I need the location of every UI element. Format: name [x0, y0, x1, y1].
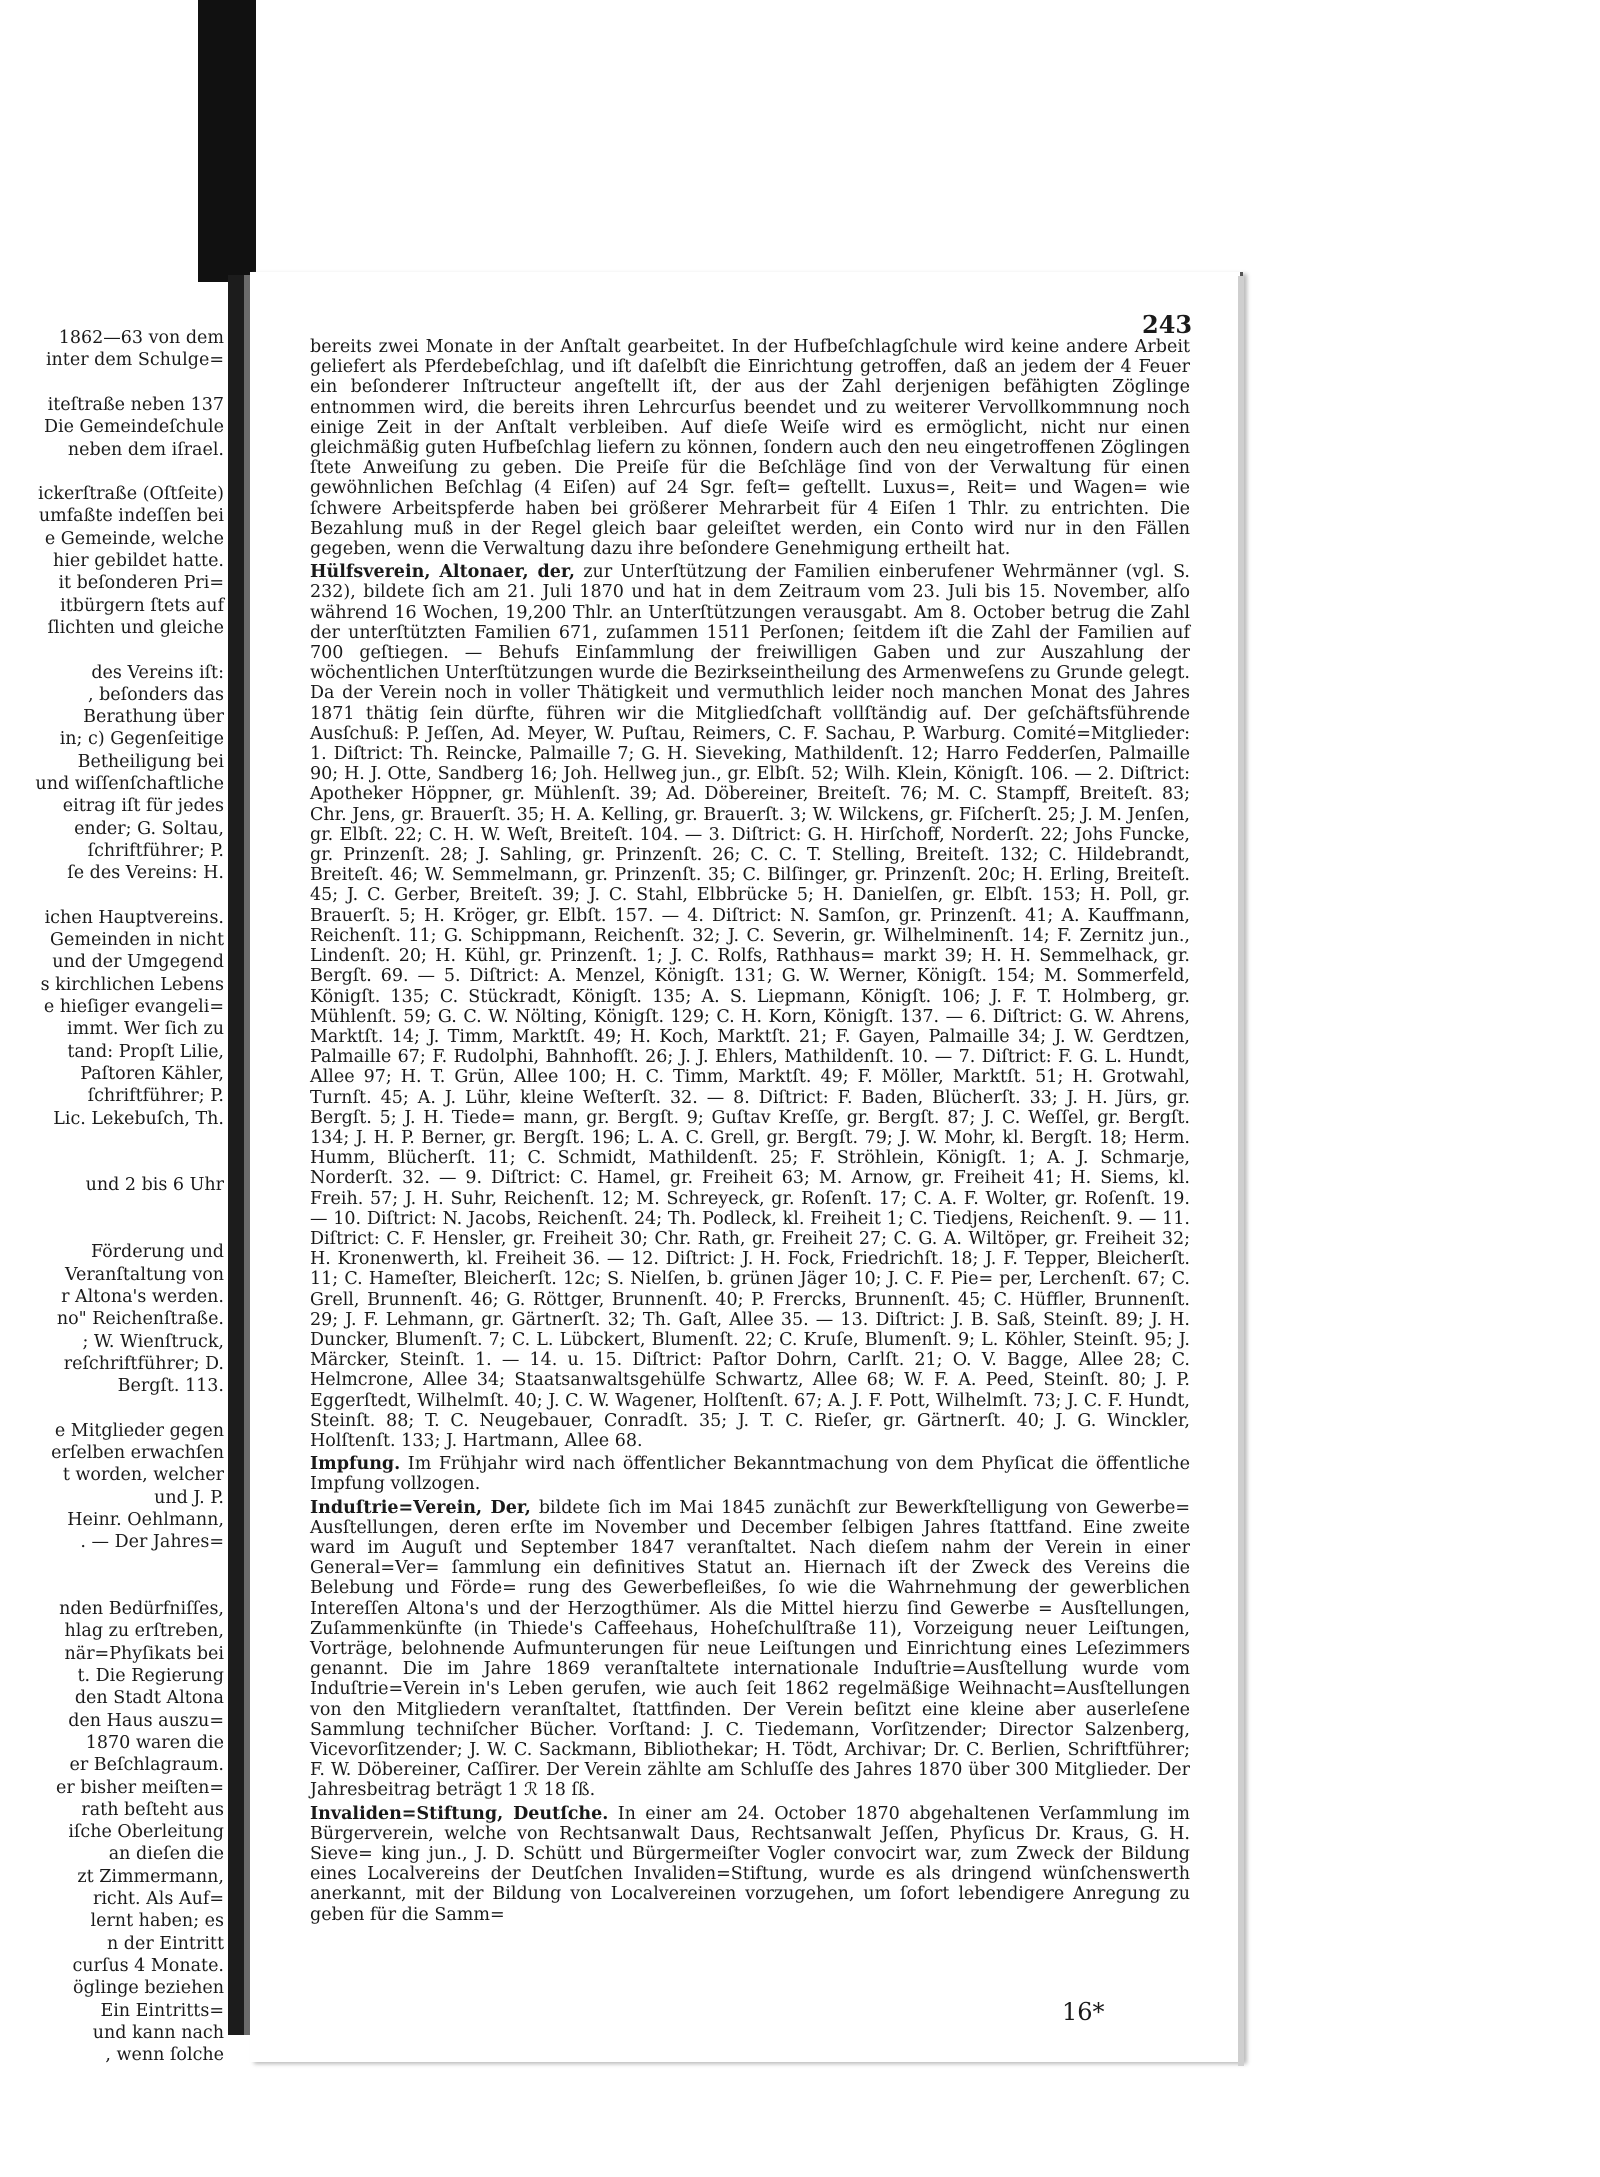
left-page-line: Gemeinden in nicht	[50, 930, 224, 951]
left-page-line: erſelben erwachſen	[51, 1443, 224, 1463]
left-page-line: ; W. Wienſtruck,	[82, 1331, 224, 1352]
left-page-line: ickerſtraße (Oſtſeite)	[38, 484, 224, 505]
left-page-line: ſchriftführer; P.	[87, 1086, 224, 1107]
left-page-line: hlag zu erſtreben,	[64, 1621, 224, 1642]
entry-lemma: Impfung.	[310, 1454, 401, 1475]
signature-mark: 16*	[1062, 1998, 1105, 2026]
entry-lemma: Induſtrie=Verein, Der,	[310, 1497, 531, 1518]
page-number: 243	[1142, 310, 1193, 339]
left-page-line: it beſonderen Pri=	[58, 573, 224, 594]
left-page-line: iteſtraße neben 137	[47, 394, 224, 415]
left-page-line: ſchriftführer; P.	[87, 840, 224, 861]
left-page-line: an dieſen die	[108, 1844, 224, 1865]
entry-text: Im Frühjahr wird nach öffentlicher Bekanntmachung von dem Phyſicat die öffentliche Impfung vollzogen.	[310, 1454, 1190, 1495]
left-page-line: Veranſtaltung von	[64, 1264, 224, 1285]
left-page-line: lernt haben; es	[90, 1911, 224, 1932]
left-page-line: Lic. Lekebuſch, Th.	[53, 1108, 224, 1129]
left-page-line: Betheiligung bei	[77, 751, 224, 772]
left-page-fragment	[0, 280, 228, 2066]
left-page-line: eitrag iſt für jedes	[62, 796, 224, 817]
entry-impfung	[310, 1454, 1190, 1494]
left-page-line: , beſonders das	[87, 684, 224, 705]
left-page-line: Paſtoren Kähler,	[80, 1063, 224, 1084]
left-page-line: Ein Eintritts=	[100, 2000, 224, 2021]
left-page-line: den Stadt Altona	[74, 1688, 224, 1709]
left-page-line: er Beſchlagraum.	[69, 1755, 224, 1776]
left-page-line: neben dem iſrael.	[67, 439, 224, 460]
left-page-line: und 2 bis 6 Uhr	[85, 1175, 224, 1196]
left-page-line: und J. P.	[154, 1487, 224, 1508]
left-page-line: t worden, welcher	[62, 1465, 224, 1486]
left-page-line: umfaßte indeſſen bei	[38, 506, 224, 527]
entry-invaliden-stiftung	[310, 1804, 1190, 1925]
left-page-line: 1862—63 von dem	[58, 328, 224, 348]
left-page-line: iſche Oberleitung	[68, 1822, 224, 1843]
entry-industrie-verein	[310, 1498, 1190, 1801]
left-page-line: 1870 waren die	[85, 1732, 224, 1753]
left-page-line: tand: Propſt Lilie,	[67, 1041, 224, 1062]
left-page-line: n der Eintritt	[106, 1933, 224, 1954]
left-page-line: und kann nach	[92, 2022, 224, 2043]
book-gutter	[228, 275, 244, 2035]
left-page-line: nden Bedürfniſſes,	[59, 1599, 224, 1620]
left-page-line: immt. Wer ſich zu	[67, 1019, 224, 1040]
left-page-line: e hieſiger evangeli=	[43, 997, 224, 1017]
entry-text: zur Unterſtützung der Familien einberufener Wehrmänner (vgl. S. 232), bildete ſich am 21. Juli 1870 und hat in dem Zeitraum vom 23. Juli bis 15. November, alſo während 16 Wochen, 19,200 Thlr. an Unterſtützungen verausgabt. Am 8. October betrug die Zahl der unterſtützten Familien 671, zuſammen 1511 Perſonen; ſeitdem iſt die Zahl der Familien auf 700 geſtiegen. — Behufs Einſammlung der freiwilligen Gaben und zur Auszahlung der wöchentlichen Unterſtützungen wurde die Bezirkseintheilung des Armenweſens zu Grunde gelegt. Da der Verein noch in voller Thätigkeit und vermuthlich leider noch manchen Monat des Jahres 1871 thätig ſein dürfte, führen wir die Mitgliedſchaft vollſtändig auf. Der geſchäftsführende Ausſchuß: P. Jeſſen, Ad. Meyer, W. Puſtau, Reimers, C. F. Sachau, P. Warburg. Comité=Mitglieder: 1. Diſtrict: Th. Reincke, Palmaille 7; G. H. Sieveking, Mathildenſt. 12; Harro Fedderſen, Palmaille 90; H. J. Otte, Sandberg 16; Joh. Hellweg jun., gr. Elbſt. 52; Wilh. Klein, Königſt. 106. — 2. Diſtrict: Apotheker Höppner, gr. Mühlenſt. 39; Ad. Döbereiner, Breiteſt. 76; M. C. Stampff, Breiteſt. 83; Chr. Jens, gr. Brauerſt. 35; H. A. Kelling, gr. Brauerſt. 3; W. Wilckens, gr. Fiſcherſt. 25; J. M. Jenſen, gr. Elbſt. 22; C. H. W. Weſt, Breiteſt. 104. — 3. Diſtrict: G. H. Hirſchoff, Norderſt. 22; Johs Funcke, gr. Prinzenſt. 28; J. Sahling, gr. Prinzenſt. 26; C. C. T. Stelling, Breiteſt. 132; C. Hildebrandt, Breiteſt. 46; W. Semmelmann, gr. Prinzenſt. 35; C. Bilſinger, gr. Prinzenſt. 20c; H. Erling, Breiteſt. 45; J. C. Gerber, Breiteſt. 39; J. C. Stahl, Elbbrücke 5; H. Danielſen, gr. Elbſt. 153; H. Poll, gr. Brauerſt. 5; H. Kröger, gr. Elbſt. 157. — 4. Diſtrict: N. Samſon, gr. Prinzenſt. 41; A. Kauffmann, Reichenſt. 11; G. Schippmann, Reichenſt. 32; J. C. Severin, gr. Wilhelminenſt. 14; F. Zernitz jun., Lindenſt. 20; H. Kühl, gr. Prinzenſt. 1; J. C. Rolfs, Rathhaus= markt 39; H. H. Semmelhack, gr. Bergſt. 69. — 5. Diſtrict: A. Menzel, Königſt. 131; G. W. Werner, Königſt. 154; M. Sommerfeld, Königſt. 135; C. Stückradt, Königſt. 135; A. S. Liepmann, Königſt. 106; J. F. T. Holmberg, gr. Mühlenſt. 59; G. C. W. Nölting, Königſt. 129; C. H. Korn, Königſt. 137. — 6. Diſtrict: G. W. Ahrens, Marktſt. 14; J. Timm, Marktſt. 49; H. Koch, Marktſt. 21; F. Gayen, Palmaille 34; J. W. Gerdtzen, Palmaille 67; F. Rudolphi, Bahnhofſt. 26; J. J. Ehlers, Mathildenſt. 10. — 7. Diſtrict: F. G. L. Hundt, Allee 97; H. T. Grün, Allee 100; H. C. Timm, Marktſt. 49; F. Möller, Marktſt. 51; H. Grotwahl, Turnſt. 45; A. J. Lühr, kleine Weſterſt. 32. — 8. Diſtrict: F. Baden, Blücherſt. 33; J. H. Jürs, gr. Bergſt. 5; J. H. Tiede= mann, gr. Bergſt. 9; Guſtav Kreſſe, gr. Bergſt. 87; J. C. Weſſel, gr. Bergſt. 134; J. H. P. Berner, gr. Bergſt. 196; L. A. C. Grell, gr. Bergſt. 79; J. W. Mohr, kl. Bergſt. 18; Herm. Humm, Blücherſt. 11; C. Schmidt, Mathildenſt. 25; F. Ströhlein, Königſt. 1; A. J. Schmarje, Norderſt. 32. — 9. Diſtrict: C. Hamel, gr. Freiheit 63; M. Arnow, gr. Freiheit 41; H. Siems, kl. Freih. 57; J. H. Suhr, Reichenſt. 12; M. Schreyeck, gr. Roſenſt. 17; C. A. F. Wolter, gr. Roſenſt. 19. — 10. Diſtrict: N. Jacobs, Reichenſt. 24; Th. Podleck, kl. Freiheit 1; C. Tiedjens, Reichenſt. 9. — 11. Diſtrict: C. F. Hensler, gr. Freiheit 30; Chr. Rath, gr. Freiheit 27; C. G. A. Wiltöper, gr. Freiheit 32; H. Kronenwerth, kl. Freiheit 36. — 12. Diſtrict: J. H. Fock, Friedrichſt. 18; J. F. Tepper, Bleicherſt. 11; C. Hameſter, Bleicherſt. 12c; S. Nielſen, b. grünen Jäger 10; J. C. F. Pie= per, Lerchenſt. 67; C. Grell, Brunnenſt. 46; G. Röttger, Brunnenſt. 40; P. Frercks, Brunnenſt. 45; C. Hüffler, Brunnenſt. 29; J. F. Lehmann, gr. Gärtnerſt. 32; Th. Gaſt, Allee 35. — 13. Diſtrict: J. B. Saß, Steinſt. 89; J. H. Duncker, Blumenſt. 7; C. L. Lübckert, Blumenſt. 22; C. Kruſe, Blumenſt. 9; L. Köhler, Steinſt. 95; J. Märcker, Steinſt. 1. — 14. u. 15. Diſtrict: Paſtor Dohrn, Carlſt. 21; O. V. Bagge, Allee 28; C. Helmcrone, Allee 34; Staatsanwaltsgehülfe Schwartz, Allee 68; W. F. A. Peed, Steinſt. 80; J. P. Eggerſtedt, Wilhelmſt. 40; J. C. W. Wagener, Holſtenſt. 67; A. J. F. Pott, Wilhelmſt. 73; J. C. F. Hundt, Steinſt. 88; T. C. Neugebauer, Conradſt. 35; J. T. C. Rieſer, gr. Gärtnerſt. 40; J. G. Winckler, Holſtenſt. 133; J. Hartmann, Allee 68.	[310, 562, 1190, 1451]
left-page-line: Heinr. Oehlmann,	[67, 1509, 224, 1530]
left-page-line: r Altona's werden.	[61, 1286, 224, 1307]
left-page-line: zt Zimmermann,	[77, 1866, 224, 1887]
left-page-line: t. Die Regierung	[77, 1666, 224, 1686]
left-page-line: itbürgern ſtets auf	[60, 595, 224, 616]
left-page-line: no" Reichenſtraße.	[56, 1309, 224, 1330]
entry-text: In einer am 24. October 1870 abgehaltenen Verſammlung im Bürgerverein, welche von Rechtsanwalt Daus, Rechtsanwalt Jeſſen, Phyſicus Dr. Kraus, G. H. Sieve= king jun., J. D. Schütt und Bürgermeiſter Vogler convocirt war, zum Zweck der Bildung eines Localvereins der Deutſchen Invaliden=Stiftung, wurde es als dringend wünſchenswerth anerkannt, mit der Bildung von Localvereinen vorzugehen, um ſofort lebendigere Anregung zu geben für die Samm=	[310, 1803, 1190, 1925]
left-page-line: inter dem Schulge=	[45, 350, 224, 371]
left-page-line: er bisher meiſten=	[56, 1777, 224, 1798]
left-page-line: Bergſt. 113.	[117, 1376, 224, 1397]
left-page-line: in; c) Gegenſeitige	[59, 729, 224, 750]
left-page-line: när=Phyſikats bei	[64, 1643, 224, 1664]
left-page-line: ſe des Vereins: H.	[67, 863, 224, 884]
left-page-line: rath beſteht aus	[81, 1799, 224, 1820]
entry-lemma: Invaliden=Stiftung, Deutſche.	[310, 1803, 609, 1824]
left-page-line: richt. Als Auf=	[92, 1889, 224, 1909]
left-page-line: und der Umgegend	[52, 952, 224, 973]
left-page-line: reſchriftführer; D.	[63, 1353, 224, 1374]
left-page-line: ender; G. Soltau,	[74, 818, 224, 839]
left-page-line: hier gebildet hatte.	[53, 551, 224, 571]
left-page-line: e Mitglieder gegen	[54, 1420, 224, 1441]
entry-text: bildete ſich im Mai 1845 zunächſt zur Bewerkſtelligung von Gewerbe= Ausſtellungen, deren erſte im November und December ſelbigen Jahres ſtattfand. Eine zweite ward im Auguſt und September 1847 veranſtaltet. Nach dieſem nahm der Verein in einer General=Ver= ſammlung ein definitives Statut an. Hiernach iſt der Zweck des Vereins die Belebung und Förde= rung des Gewerbefleißes, ſo wie die Wahrnehmung der gewerblichen Intereſſen Altona's und der Herzogthümer. Als die Mittel hierzu ſind Gewerbe = Ausſtellungen, Zuſammenkünfte (in Thiede's Caffeehaus, Hoheſchulſtraße 11), Vorzeigung neuer Leiſtungen, Vorträge, belohnende Aufmunterungen für neue Leiſtungen und Einrichtung eines Leſezimmers genannt. Die im Jahre 1869 veranſtaltete internationale Induſtrie=Ausſtellung wurde vom Induſtrie=Verein in's Leben gerufen, wie auch ſeit 1862 regelmäßige Weihnacht=Ausſtellungen von den Mitgliedern veranſtaltet, ſtattfinden. Der Verein beſitzt eine kleine aber auserleſene Sammlung techniſcher Bücher. Vorſtand: J. C. Tiedemann, Vorſitzender; Director Salzenberg, Vicevorſitzender; J. W. C. Sackmann, Bibliothekar; H. Tödt, Archivar; Dr. C. Berlien, Schriftführer; F. W. Döbereiner, Caſſirer. Der Verein zählte am Schluſſe des Jahres 1870 über 300 Mitglieder. Der Jahresbeitrag beträgt 1 ℛ 18 ſß.	[310, 1497, 1190, 1801]
left-page-line: . — Der Jahres=	[80, 1532, 224, 1553]
left-page-line: öglinge beziehen	[73, 1978, 224, 1999]
left-page-line: und wiſſenſchaftliche	[35, 774, 224, 794]
entry-lemma: Hülfsverein, Altonaer, der,	[310, 562, 575, 583]
entry-huelfsverein	[310, 562, 1190, 1451]
entry-text: bereits zwei Monate in der Anſtalt gearbeitet. In der Hufbeſchlagſchule wird keine andere Arbeit geliefert als Pferdebeſchlag, und iſt daſelbſt die Einrichtung getroffen, daß an jedem der 4 Feuer ein beſonderer Inſtructeur angeſtellt iſt, der aus der Zahl derjenigen befähigten Zöglinge entnommen wird, die bereits ihren Lehrcurſus beendet und zu weiterer Vervollkommnung noch einige Zeit in der Anſtalt verbleiben. Auf dieſe Weiſe wird es ermöglicht, nicht nur einen gleichmäßig guten Hufbeſchlag liefern zu können, ſondern auch den neu eingetroffenen Zöglingen ſtete Anweiſung zu geben. Die Preiſe für die Beſchläge ſind von der Verwaltung für einen gewöhnlichen Beſchlag (4 Eiſen) auf 24 Sgr. feſt= geſtellt. Luxus=, Reit= und Wagen= wie ſchwere Arbeitspferde haben bei größerer Mehrarbeit für 4 Eiſen 1 Thlr. zu entrichten. Die Bezahlung muß in der Regel gleich baar geleiſtet werden, ein Conto wird nur in den Fällen gegeben, wenn die Verwaltung dazu ihre beſondere Genehmigung ertheilt hat.	[310, 337, 1190, 560]
left-page-line: , wenn ſolche	[105, 2045, 224, 2066]
left-page-line: Förderung und	[90, 1242, 224, 1263]
left-page-line: s kirchlichen Lebens	[40, 974, 224, 995]
left-page-line: curſus 4 Monate.	[72, 1955, 224, 1976]
page-edge	[1238, 276, 1244, 2066]
left-page-line: ichen Hauptvereins.	[44, 907, 224, 928]
left-page-line: Berathung über	[83, 707, 224, 728]
left-page-line: Die Gemeindeſchule	[43, 417, 224, 438]
main-text-column	[310, 337, 1190, 1928]
scan-binding-shadow	[198, 0, 256, 282]
left-page-line: des Vereins iſt:	[91, 662, 224, 683]
entry-continuation	[310, 337, 1190, 559]
left-page-line: ſlichten und gleiche	[47, 617, 224, 638]
left-page-line: den Haus auszu=	[68, 1710, 224, 1731]
left-page-line: e Gemeinde, welche	[44, 528, 224, 549]
